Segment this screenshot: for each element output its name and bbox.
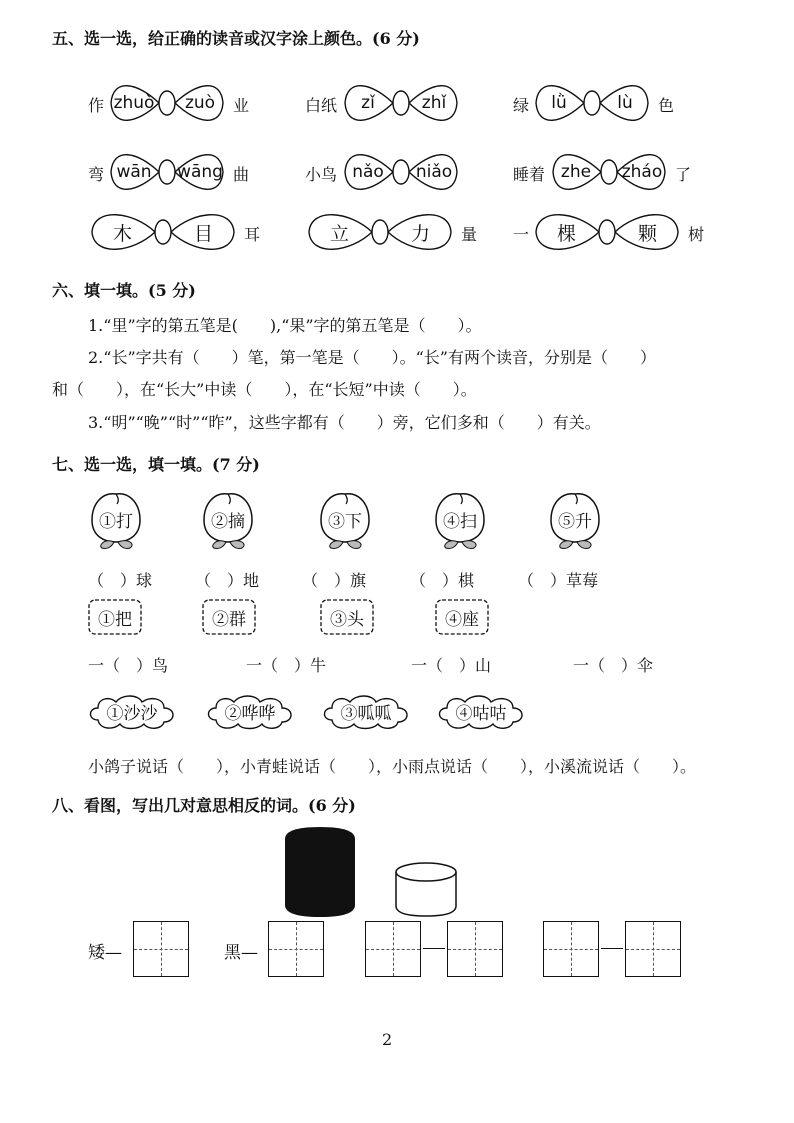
bow-suffix: 了 bbox=[675, 165, 692, 184]
peach-option[interactable] bbox=[430, 490, 490, 552]
peach-label: ⑤升 bbox=[558, 511, 592, 532]
bow-option-left[interactable]: zhe bbox=[560, 162, 592, 182]
section-8-title: 八、看图，写出几对意思相反的词。(6 分) bbox=[52, 796, 356, 815]
bow-option-left[interactable]: wān bbox=[116, 162, 152, 182]
measure-blank[interactable]: 一（ ）山 bbox=[411, 656, 492, 675]
sound-fill-row: 小鸽子说话（ ），小青蛙说话（ ），小雨点说话（ ），小溪流说话（ ）。 bbox=[88, 757, 697, 776]
measure-option[interactable] bbox=[318, 597, 376, 637]
writing-box-1[interactable] bbox=[133, 921, 189, 977]
measure-label: ②群 bbox=[212, 609, 246, 630]
sound-option[interactable] bbox=[318, 690, 414, 732]
measure-option[interactable] bbox=[86, 597, 144, 637]
writing-box-5[interactable] bbox=[543, 921, 599, 977]
bow-suffix: 曲 bbox=[233, 165, 250, 184]
writing-box-2[interactable] bbox=[268, 921, 324, 977]
sound-option[interactable] bbox=[84, 690, 180, 732]
verb-blank[interactable]: （ ）棋 bbox=[410, 571, 475, 590]
bow-choice bbox=[532, 207, 682, 257]
bow-option-left[interactable]: 棵 bbox=[556, 222, 576, 245]
bow-prefix: 一 bbox=[513, 225, 530, 244]
verb-blank[interactable]: （ ）旗 bbox=[302, 571, 367, 590]
peach-label: ③下 bbox=[328, 511, 362, 532]
bow-choice bbox=[549, 147, 669, 197]
bow-option-right[interactable]: lù bbox=[617, 93, 633, 113]
measure-label: ①把 bbox=[98, 609, 132, 630]
bow-option-right[interactable]: niǎo bbox=[415, 162, 453, 182]
short-white-cylinder bbox=[394, 860, 464, 920]
peach-option[interactable] bbox=[198, 490, 258, 552]
tall-black-cylinder bbox=[280, 825, 380, 920]
section-5-title: 五、选一选，给正确的读音或汉字涂上颜色。(6 分) bbox=[52, 29, 420, 48]
bow-option-left[interactable]: zhuò bbox=[113, 93, 155, 113]
measure-label: ④座 bbox=[445, 609, 479, 630]
bow-option-right[interactable]: 颗 bbox=[637, 222, 657, 245]
bow-suffix: 业 bbox=[233, 96, 250, 115]
sound-label: ③呱呱 bbox=[340, 703, 392, 724]
sound-label: ②哗哗 bbox=[224, 703, 276, 724]
dash-connector bbox=[601, 948, 623, 949]
bow-choice bbox=[341, 147, 461, 197]
measure-option[interactable] bbox=[433, 597, 491, 637]
peach-option[interactable] bbox=[315, 490, 375, 552]
question-6-2a: 2.“长”字共有（ ）笔，第一笔是（ ）。“长”有两个读音，分别是（ ） bbox=[88, 348, 656, 367]
bow-prefix: 弯 bbox=[88, 165, 105, 184]
bow-option-left[interactable]: nǎo bbox=[352, 162, 384, 182]
bow-option-right[interactable]: wāng bbox=[177, 162, 223, 182]
bow-option-left[interactable]: 木 bbox=[112, 222, 132, 245]
dash-connector bbox=[423, 948, 445, 949]
bow-option-right[interactable]: zháo bbox=[621, 162, 663, 182]
measure-blank[interactable]: 一（ ）鸟 bbox=[88, 656, 169, 675]
peach-option[interactable] bbox=[86, 490, 146, 552]
writing-box-4[interactable] bbox=[447, 921, 503, 977]
bow-choice bbox=[107, 147, 227, 197]
bow-option-right[interactable]: 目 bbox=[193, 222, 213, 245]
bow-prefix: 小鸟 bbox=[305, 165, 338, 184]
bow-prefix: 作 bbox=[88, 96, 105, 115]
sound-label: ①沙沙 bbox=[106, 703, 158, 724]
sound-option[interactable] bbox=[202, 690, 298, 732]
peach-option[interactable] bbox=[545, 490, 605, 552]
bow-choice bbox=[305, 207, 455, 257]
verb-blank[interactable]: （ ）球 bbox=[88, 571, 153, 590]
bow-choice bbox=[532, 78, 652, 128]
peach-label: ①打 bbox=[99, 511, 133, 532]
writing-box-6[interactable] bbox=[625, 921, 681, 977]
section-7-title: 七、选一选，填一填。(7 分) bbox=[52, 455, 260, 474]
bow-suffix: 量 bbox=[461, 225, 478, 244]
bow-option-right[interactable]: zuò bbox=[184, 93, 216, 113]
section-6-title: 六、填一填。(5 分) bbox=[52, 281, 196, 300]
bow-option-right[interactable]: zhǐ bbox=[421, 93, 447, 113]
measure-option[interactable] bbox=[200, 597, 258, 637]
page-number: 2 bbox=[382, 1030, 393, 1049]
writing-box-3[interactable] bbox=[365, 921, 421, 977]
bow-option-left[interactable]: 立 bbox=[329, 222, 349, 245]
bow-suffix: 色 bbox=[658, 96, 675, 115]
bow-choice bbox=[88, 207, 238, 257]
question-6-1: 1.“里”字的第五笔是( ),“果”字的第五笔是（ ）。 bbox=[88, 316, 482, 335]
bow-choice bbox=[107, 78, 227, 128]
bow-option-right[interactable]: 力 bbox=[410, 222, 430, 245]
sound-option[interactable] bbox=[433, 690, 529, 732]
bow-prefix: 绿 bbox=[513, 96, 530, 115]
measure-label: ③头 bbox=[330, 609, 364, 630]
measure-blank[interactable]: 一（ ）牛 bbox=[246, 656, 327, 675]
bow-suffix: 树 bbox=[688, 225, 705, 244]
bow-option-left[interactable]: zǐ bbox=[361, 93, 375, 113]
question-6-2b: 和（ ），在“长大”中读（ ），在“长短”中读（ ）。 bbox=[52, 380, 477, 399]
word-ai: 矮— bbox=[88, 943, 122, 963]
bow-prefix: 睡着 bbox=[513, 165, 546, 184]
word-hei: 黑— bbox=[224, 943, 258, 963]
peach-label: ②摘 bbox=[211, 511, 245, 532]
peach-label: ④扫 bbox=[443, 511, 477, 532]
bow-suffix: 耳 bbox=[244, 225, 261, 244]
sound-label: ④咕咕 bbox=[455, 703, 507, 724]
bow-option-left[interactable]: lǜ bbox=[551, 93, 567, 113]
bow-choice bbox=[341, 78, 461, 128]
verb-blank[interactable]: （ ）地 bbox=[195, 571, 260, 590]
bow-prefix: 白纸 bbox=[305, 96, 338, 115]
question-6-3: 3.“明”“晚”“时”“昨”，这些字都有（ ）旁，它们多和（ ）有关。 bbox=[88, 413, 601, 432]
verb-blank[interactable]: （ ）草莓 bbox=[518, 571, 599, 590]
measure-blank[interactable]: 一（ ）伞 bbox=[573, 656, 654, 675]
